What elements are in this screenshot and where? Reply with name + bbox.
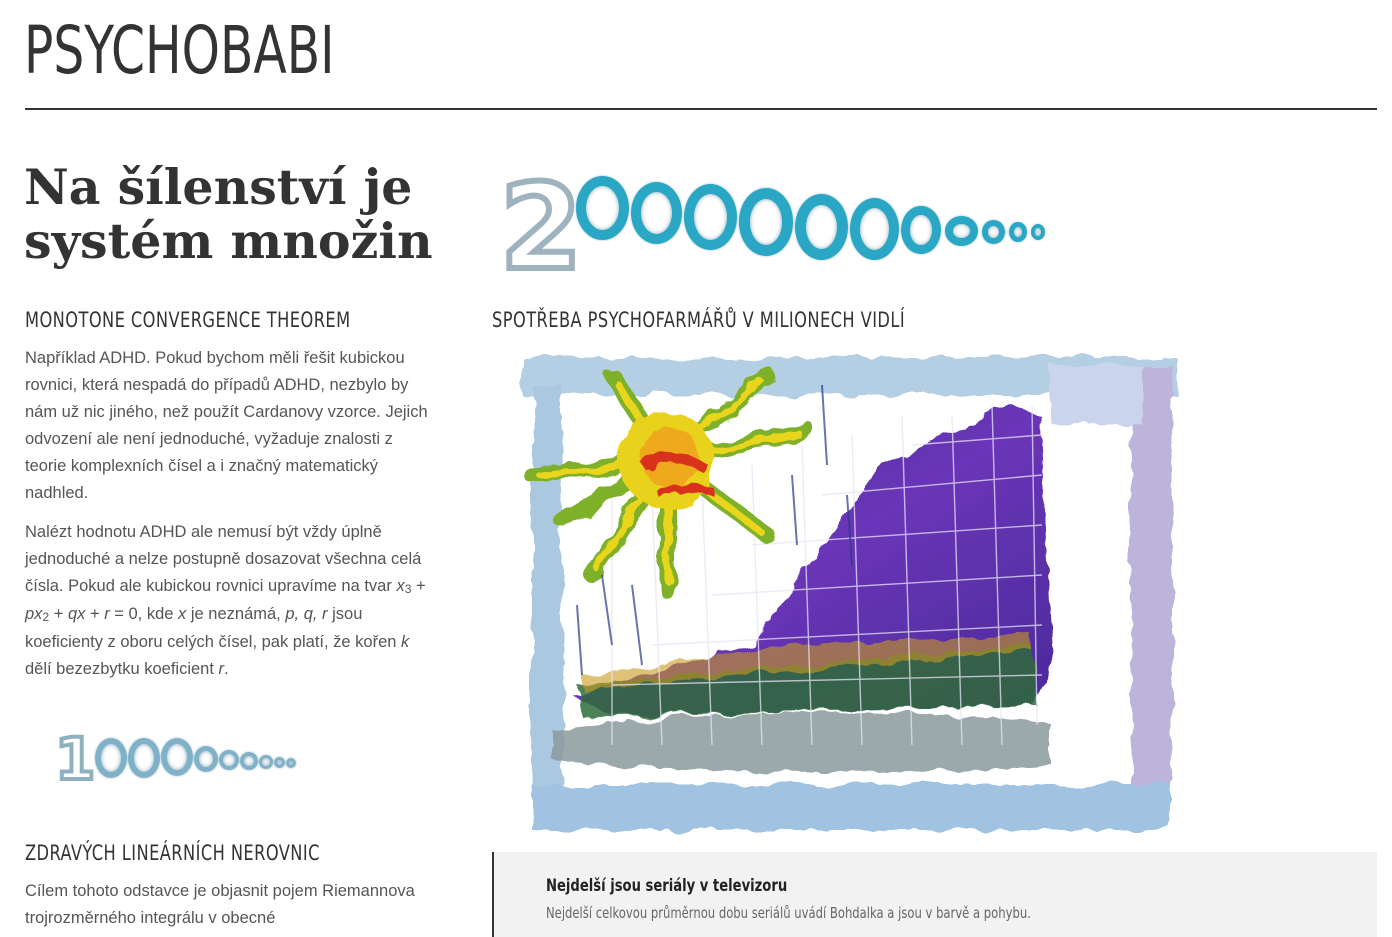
text: dělí bezezbytku koeficient — [25, 660, 219, 678]
exp: 3 — [404, 582, 412, 596]
var: r — [218, 660, 225, 678]
painted-zero — [982, 220, 1006, 244]
op: + — [411, 577, 426, 595]
var: px — [25, 605, 43, 623]
text: Nalézt hodnotu ADHD ale nemusí být vždy úplně jednoduché a nelze postupně dosazovat všechna celá čísla. Pokud ale kubickou rovnici upravíme na tvar — [25, 523, 422, 595]
painted-zero — [945, 216, 978, 246]
var: k — [401, 633, 410, 651]
paragraph-formula — [25, 519, 435, 683]
page-heading: Na šílenství je systém množin — [24, 158, 433, 270]
painted-zero — [219, 750, 239, 770]
painted-zero — [259, 755, 273, 769]
painted-zero — [1009, 222, 1027, 242]
var: x — [396, 577, 405, 595]
painted-zero — [739, 188, 794, 256]
var: qx — [67, 605, 86, 623]
info-title: Nejdelší jsou seriály v televizoru — [546, 876, 788, 896]
op: + — [49, 605, 68, 623]
painted-zero — [631, 182, 682, 244]
op: + — [85, 605, 105, 623]
text: = 0, kde — [109, 605, 179, 623]
section-title-inequalities: ZDRAVÝCH LINEÁRNÍCH NEROVNIC — [25, 841, 320, 865]
painted-zero — [274, 757, 285, 768]
text: . — [224, 660, 229, 678]
painted-zero — [161, 738, 193, 776]
painted-zero — [850, 198, 899, 260]
painted-zero — [684, 184, 737, 250]
exp: 2 — [42, 610, 50, 624]
info-text: Nejdelší celkovou průměrnou dobu seriálů uvádí Bohdalka a jsou v barvě a pohybu. — [546, 904, 1031, 922]
painted-zero — [901, 206, 940, 254]
header-divider — [25, 108, 1377, 110]
section-title-monotone: MONOTONE CONVERGENCE THEOREM — [25, 308, 351, 332]
info-callout — [492, 852, 1377, 937]
child-painting-image — [492, 345, 1197, 842]
painted-digit: 2 — [500, 158, 583, 296]
site-title[interactable]: PSYCHOBABI — [24, 12, 335, 89]
text: jsou koeficienty z oboru celých čísel, pak platí, že kořen — [25, 605, 402, 651]
painted-zero — [795, 194, 848, 260]
painted-zero — [128, 738, 160, 778]
painted-zero — [95, 738, 127, 778]
paragraph: Cílem tohoto odstavce je objasnit pojem Riemannova trojrozměrného integrálu v obecné — [25, 882, 415, 927]
paragraph: Například ADHD. Pokud bychom měli řešit kubickou rovnici, která nespadá do případů ADHD, nezbylo by nám už nic jiného, než použít Cardanovy vzorce. Jejich odvození ale není jednoduché, vyžaduje znalosti z teorie komplexních čísel a i značný matematický nadhled. — [25, 349, 428, 502]
painted-digit: 1 — [55, 725, 96, 793]
painted-zero — [576, 176, 629, 240]
text: je neznámá, — [186, 605, 286, 623]
painted-zero — [240, 752, 258, 770]
var: r — [104, 605, 110, 623]
painted-zero — [1031, 224, 1045, 240]
painted-number-image-1000000 — [55, 722, 320, 793]
painted-zero — [286, 758, 296, 768]
section-title-consumption: SPOTŘEBA PSYCHOFARMÁŘŮ V MILIONECH VIDLÍ — [492, 308, 906, 332]
painted-number-image-2000000 — [500, 158, 1045, 296]
var: p, q, r — [285, 605, 328, 623]
var: x — [178, 605, 187, 623]
painted-zero — [194, 746, 218, 772]
